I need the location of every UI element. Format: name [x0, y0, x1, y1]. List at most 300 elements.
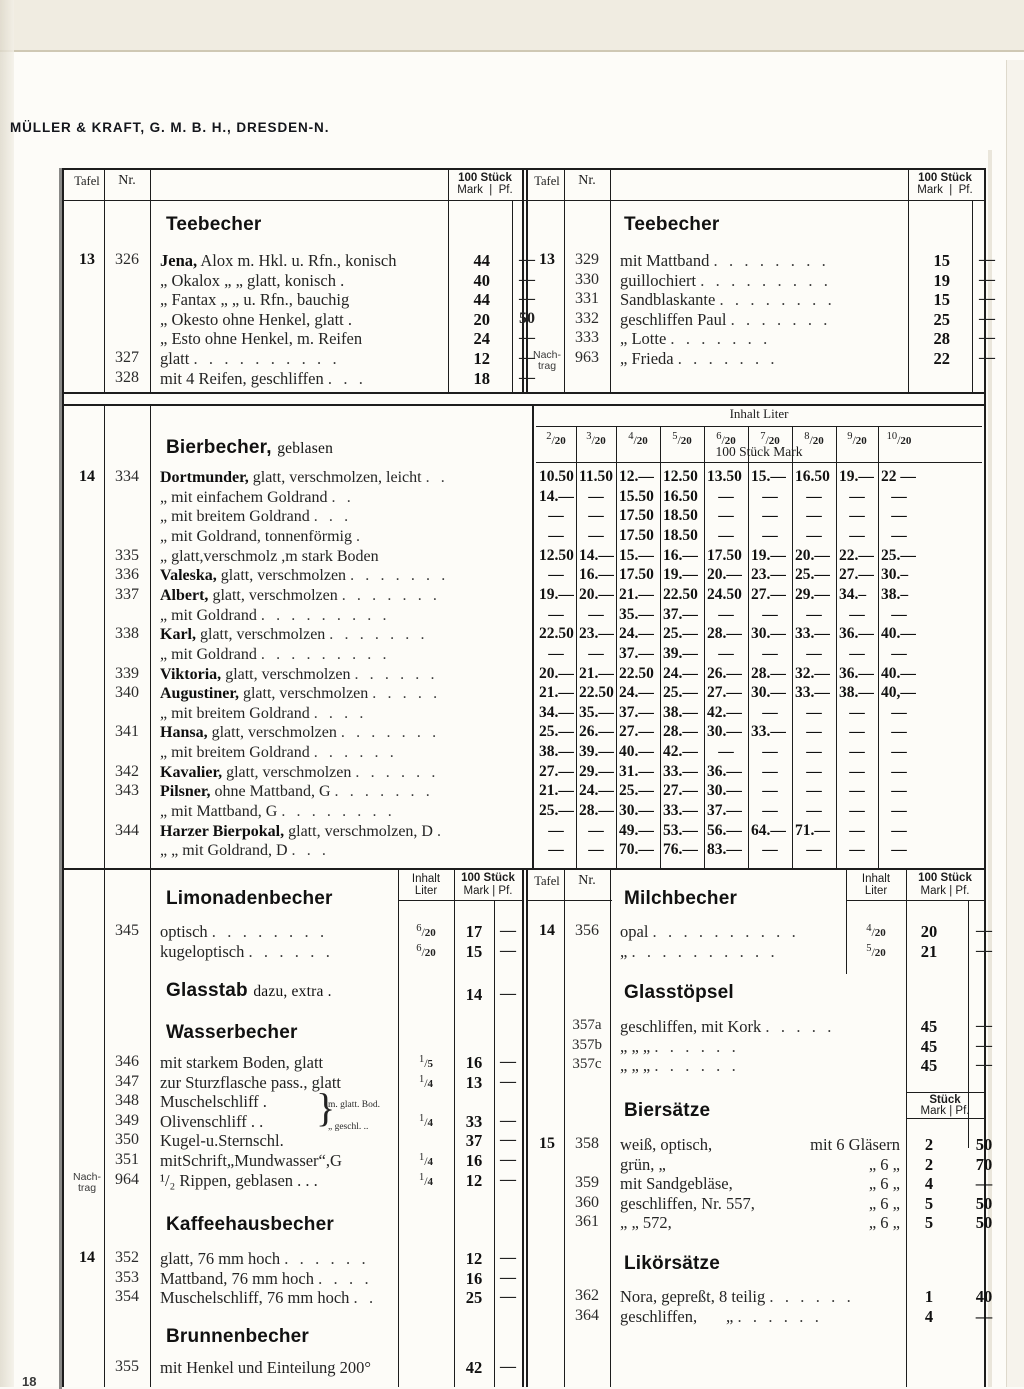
row-price-pf: — [500, 1111, 516, 1129]
row-description: mit Sandgebläse, [620, 1174, 733, 1194]
tafel-value-right: 13 [539, 251, 555, 268]
grid-cell-value: — [806, 743, 822, 761]
row-price-pf: — [519, 251, 535, 268]
row-price-mark: 25 [933, 309, 950, 329]
grid-cell-value: 70.— [619, 841, 654, 859]
grid-cell-value: 18.50 [663, 526, 698, 544]
col-header-mark-pf-left-b3: Mark | Pf. [463, 885, 513, 897]
row-number: 362 [575, 1287, 599, 1304]
row-number: 327 [115, 349, 139, 366]
grid-cell-value: 27.— [619, 723, 654, 741]
grid-cell-value: — [548, 841, 564, 859]
grid-cell-value: 21.— [619, 585, 654, 603]
grid-cell-value: — [762, 507, 778, 525]
grid-column-header: 7/20 [760, 431, 780, 447]
grid-cell-value: — [891, 526, 907, 544]
row-price-pf: 50 [519, 309, 535, 327]
grid-cell-value: 35.— [619, 605, 654, 623]
row-price-mark: 4 [924, 1174, 934, 1194]
grid-cell-value: — [849, 644, 865, 662]
row-description: ¹/₂ Rippen, geblasen . . . [160, 1170, 318, 1190]
grid-cell-value: — [849, 487, 865, 505]
section-title-glasstab: Glasstab dazu, extra . [166, 980, 332, 1001]
grid-cell-value: — [762, 841, 778, 859]
page-number: 18 [22, 1374, 37, 1389]
grid-cell-value: 16.50 [795, 468, 830, 485]
row-description: guillochiert . . . . . . . . . [620, 270, 832, 290]
grid-cell-value: 40,— [881, 684, 916, 702]
row-price-pf: 40 [975, 1287, 993, 1306]
row-price-mark: 16 [465, 1053, 483, 1072]
row-number: 340 [115, 684, 139, 702]
grid-cell-value: — [718, 526, 734, 544]
grid-cell-value: 25.— [795, 566, 830, 584]
row-number: 354 [115, 1288, 139, 1306]
col-header-nr-b3: Nr. [578, 873, 596, 888]
grid-cell-value: 39.— [579, 743, 614, 761]
row-number: 352 [115, 1249, 139, 1266]
grid-cell-value: 10.50 [539, 468, 574, 485]
row-number: 347 [115, 1072, 139, 1090]
row-description: Albert, glatt, verschmolzen . . . . . . . [160, 586, 441, 604]
row-description: „ mit Goldrand, tonnenförmig . [160, 527, 364, 545]
row-number: 360 [575, 1193, 599, 1211]
grid-column-header: 5/20 [672, 431, 692, 447]
row-description: „ Okesto ohne Henkel, glatt . [160, 309, 352, 329]
grid-cell-value: — [891, 743, 907, 761]
grid-cell-value: — [806, 762, 822, 780]
row-number: 332 [575, 309, 599, 327]
row-number: 348 [115, 1092, 139, 1110]
row-price-mark: 16 [465, 1151, 483, 1170]
row-price-pf: — [979, 290, 995, 308]
row-inhalt: 4/20 [866, 923, 886, 939]
col-header-100-stueck: 100 Stück [458, 172, 512, 184]
grid-cell-value: 19.— [663, 566, 698, 584]
grid-cell-value: 30.— [619, 802, 654, 820]
row-inhalt: 5/20 [866, 942, 886, 959]
col-header-inhalt: Inhalt [411, 873, 441, 885]
row-description: „ Frieda . . . . . . . [620, 349, 779, 368]
grid-cell-value: 25.— [663, 625, 698, 643]
row-description: „ Fantax „ „ u. Rfn., bauchig [160, 290, 350, 310]
grid-cell-value: 31.— [619, 762, 654, 780]
grid-cell-value: — [762, 703, 778, 721]
grid-cell-value: 33.— [663, 762, 698, 780]
grid-cell-value: — [891, 723, 907, 741]
row-description: mit starkem Boden, glatt [160, 1053, 324, 1072]
grid-cell-value: 28.— [663, 723, 698, 741]
grid-column-header: 9/20 [847, 431, 867, 447]
grid-cell-value: — [849, 743, 865, 761]
row-description: geschliffen, „ . . . . . . [620, 1306, 823, 1326]
row-description-qty: „ 6 „ [868, 1174, 900, 1194]
row-description: „ „ „ . . . . . . [620, 1056, 740, 1076]
row-inhalt: 1/5 [418, 1054, 434, 1070]
grid-cell-value: — [762, 487, 778, 505]
row-price-pf: 50 [975, 1193, 993, 1213]
row-description-qty: mit 6 Gläsern [810, 1135, 900, 1154]
grid-cell-value: 24.50 [707, 585, 742, 603]
grid-cell-value: — [891, 782, 907, 800]
row-price-pf: — [976, 941, 992, 959]
grid-cell-value: — [588, 821, 604, 839]
grid-cell-value: 21.— [579, 664, 614, 682]
grid-cell-value: 25.— [539, 802, 574, 820]
row-description: Muschelschliff, 76 mm hoch . . [160, 1288, 377, 1308]
grid-cell-value: 28.— [707, 625, 742, 643]
grid-cell-value: 20.— [795, 546, 830, 564]
glasstab-price-mark: 14 [465, 985, 483, 1004]
row-description: Muschelschliff . [160, 1092, 267, 1112]
row-description: „ mit breitem Goldrand . . . [160, 508, 352, 526]
row-price-mark: 5 [924, 1193, 934, 1213]
grid-cell-value: 35.— [579, 703, 614, 721]
grid-cell-value: 38.– [881, 585, 909, 603]
col-header-tafel-b3: Tafel [534, 874, 560, 888]
grid-cell-value: 28.— [579, 802, 614, 820]
grid-cell-value: — [588, 526, 604, 544]
row-number: 350 [115, 1131, 139, 1149]
grid-cell-value: — [762, 743, 778, 761]
grid-cell-value: — [806, 841, 822, 859]
grid-cell-value: — [891, 802, 907, 820]
row-price-mark: 25 [465, 1288, 483, 1308]
row-price-pf: — [500, 1053, 516, 1070]
grid-cell-value: — [588, 507, 604, 525]
grid-cell-value: 34.— [539, 703, 574, 721]
grid-cell-value: 15.50 [619, 487, 654, 505]
row-description: glatt . . . . . . . . . . [160, 349, 341, 368]
grid-cell-value: — [891, 821, 907, 839]
section-title-teebecher-left: Teebecher [166, 214, 262, 235]
grid-cell-value: 33.— [795, 684, 830, 702]
row-price-mark: 15 [933, 290, 950, 310]
row-number: 357c [572, 1056, 602, 1073]
row-price-pf: — [500, 1268, 516, 1286]
section-title-milchbecher: Milchbecher [624, 888, 738, 909]
grid-cell-value: 21.— [539, 782, 574, 800]
grid-cell-value: 17.50 [619, 526, 654, 544]
grid-cell-value: 27.— [539, 762, 574, 780]
grid-cell-value: — [891, 644, 907, 662]
glasstab-price-pf: — [500, 985, 516, 1002]
grid-cell-value: — [891, 507, 907, 525]
grid-cell-value: — [849, 802, 865, 820]
row-number: 334 [115, 468, 139, 485]
section-title-wasserbecher: Wasserbecher [166, 1022, 298, 1043]
row-price-mark: 44 [473, 290, 490, 310]
row-description: geschliffen Paul . . . . . . . [620, 309, 832, 329]
row-number: 364 [575, 1306, 599, 1324]
grid-cell-value: 21.— [539, 684, 574, 702]
row-price-pf: — [500, 1072, 516, 1090]
grid-cell-value: 27.— [839, 566, 874, 584]
row-price-mark: 40 [473, 270, 490, 290]
row-description: „ mit Goldrand . . . . . . . . . [160, 645, 391, 663]
grid-cell-value: 22.— [839, 546, 874, 564]
row-number: 346 [115, 1053, 139, 1070]
grid-cell-value: 37.— [663, 605, 698, 623]
row-description: Karl, glatt, verschmolzen . . . . . . . [160, 626, 429, 644]
row-price-mark: 12 [465, 1170, 483, 1190]
grid-cell-value: 53.— [663, 821, 698, 839]
grid-cell-value: 25.— [881, 546, 916, 564]
grid-cell-value: 40.— [881, 625, 916, 643]
grid-cell-value: — [762, 644, 778, 662]
row-price-pf: — [976, 922, 992, 939]
row-price-pf: — [500, 1358, 516, 1375]
grid-cell-value: — [849, 703, 865, 721]
row-price-mark: 15 [933, 251, 950, 270]
grid-cell-value: — [891, 703, 907, 721]
row-description: Mattband, 76 mm hoch . . . . [160, 1268, 373, 1288]
grid-cell-value: 29.— [579, 762, 614, 780]
grid-header-100-stueck-mark: 100 Stück Mark [715, 444, 803, 459]
row-price-mark: 12 [473, 349, 490, 368]
grid-cell-value: — [548, 821, 564, 839]
grid-cell-value: 37.— [707, 802, 742, 820]
grid-cell-value: — [849, 723, 865, 741]
grid-cell-value: 27.— [707, 684, 742, 702]
row-description: Hansa, glatt, verschmolzen . . . . . . . [160, 724, 440, 742]
grid-cell-value: 22.50 [663, 585, 698, 603]
row-price-pf: — [979, 270, 995, 288]
grid-cell-value: 25.— [619, 782, 654, 800]
grid-cell-value: — [548, 644, 564, 662]
row-price-mark: 45 [920, 1056, 938, 1076]
nachtrag-label: Nach- trag [72, 1170, 101, 1194]
grid-cell-value: 29.— [795, 585, 830, 603]
grid-cell-value: 36.— [707, 762, 742, 780]
grid-cell-value: — [588, 605, 604, 623]
row-description: Nora, gepreßt, 8 teilig . . . . . . [620, 1287, 855, 1306]
grid-column-header: 8/20 [804, 431, 824, 447]
grid-cell-value: — [806, 644, 822, 662]
row-price-pf: — [519, 349, 535, 366]
grid-column-header: 3/20 [586, 431, 606, 447]
grid-cell-value: 28.— [751, 664, 786, 682]
row-number: 341 [115, 723, 139, 741]
grid-cell-value: — [806, 703, 822, 721]
scan-top-band [0, 0, 1024, 52]
row-price-pf: — [519, 329, 535, 347]
row-price-mark: 2 [924, 1135, 934, 1154]
row-price-pf: — [975, 1306, 993, 1326]
row-inhalt: 6/20 [416, 923, 436, 939]
row-price-pf: — [500, 1151, 516, 1168]
row-number: 336 [115, 566, 139, 584]
grid-cell-value: — [762, 802, 778, 820]
grid-cell-value: — [762, 782, 778, 800]
row-price-mark: 44 [473, 251, 490, 270]
row-price-mark: 19 [933, 270, 950, 290]
row-number: 335 [115, 546, 139, 564]
row-description-qty: „ 6 „ [868, 1213, 900, 1233]
grid-cell-value: 33.— [663, 802, 698, 820]
grid-cell-value: — [548, 526, 564, 544]
row-description: weiß, optisch, [620, 1135, 713, 1154]
col-header-tafel: Tafel [74, 174, 100, 188]
row-price-mark: 5 [924, 1213, 934, 1233]
row-number: 963 [575, 349, 599, 366]
grid-cell-value: — [718, 743, 734, 761]
row-price-pf: — [519, 290, 535, 308]
row-description: „ glatt,verschmolz ,m stark Boden [160, 547, 379, 565]
grid-cell-value: 14.— [539, 487, 574, 505]
row-price-pf: — [519, 368, 535, 386]
grid-cell-value: — [762, 526, 778, 544]
row-number: 326 [115, 251, 139, 268]
grid-cell-value: — [548, 605, 564, 623]
grid-cell-value: 83.— [707, 841, 742, 859]
row-number: 342 [115, 762, 139, 780]
grid-cell-value: — [806, 802, 822, 820]
grid-cell-value: 16.— [579, 566, 614, 584]
grid-cell-value: — [718, 605, 734, 623]
col-header-mark-pf-biersaetze: Mark | Pf. [920, 1105, 970, 1117]
row-description: „ mit breitem Goldrand . . . . [160, 704, 367, 722]
grid-cell-value: 27.— [751, 585, 786, 603]
row-description: mit Henkel und Einteilung 200° [160, 1358, 371, 1377]
grid-cell-value: 38.— [839, 684, 874, 702]
grid-cell-value: 19.— [751, 546, 786, 564]
grid-cell-value: — [718, 487, 734, 505]
row-description: geschliffen, mit Kork . . . . . [620, 1017, 835, 1036]
row-number: 339 [115, 664, 139, 682]
row-price-mark: 20 [473, 309, 490, 329]
wasserbecher-brace-annot-1: m. glatt. Bod. [328, 1100, 380, 1110]
row-price-pf: 50 [975, 1135, 993, 1154]
grid-cell-value: 19.— [539, 585, 574, 603]
row-price-mark: 28 [933, 329, 950, 349]
grid-cell-value: 17.50 [619, 566, 654, 584]
row-price-mark: 1 [924, 1287, 934, 1306]
row-price-mark: 18 [473, 368, 490, 388]
row-description: Valeska, glatt, verschmolzen . . . . . . . [160, 567, 449, 585]
grid-cell-value: 36.— [839, 625, 874, 643]
row-description: mit Mattband . . . . . . . . [620, 251, 830, 270]
running-head: MÜLLER & KRAFT, G. M. B. H., DRESDEN-N. [10, 120, 330, 135]
grid-cell-value: — [588, 644, 604, 662]
row-description: Dortmunder, glatt, verschmolzen, leicht . . [160, 469, 449, 486]
row-description: mit 4 Reifen, geschliffen . . . [160, 368, 367, 388]
grid-cell-value: 18.50 [663, 507, 698, 525]
row-description: „ Esto ohne Henkel, m. Reifen [160, 329, 363, 349]
row-number: 351 [115, 1151, 139, 1168]
row-price-mark: 45 [920, 1017, 938, 1036]
row-description: mitSchrift„Mundwasser“,G [160, 1151, 342, 1170]
grid-cell-value: 71.— [795, 821, 830, 839]
row-number: 964 [115, 1170, 139, 1188]
row-number: 356 [575, 922, 599, 939]
grid-cell-value: 14.— [579, 546, 614, 564]
grid-column-header: 4/20 [628, 431, 648, 447]
row-price-mark: 12 [465, 1249, 483, 1268]
grid-cell-value: 25.— [663, 684, 698, 702]
row-inhalt: 6/20 [416, 942, 436, 959]
section-title-teebecher-right: Teebecher [624, 214, 720, 235]
grid-cell-value: 16.— [663, 546, 698, 564]
grid-cell-value: — [806, 507, 822, 525]
grid-cell-value: 37.— [619, 703, 654, 721]
grid-cell-value: 26.— [579, 723, 614, 741]
grid-cell-value: 33.— [751, 723, 786, 741]
grid-cell-value: — [849, 762, 865, 780]
col-header-nr-right: Nr. [578, 173, 596, 188]
grid-cell-value: 17.50 [619, 507, 654, 525]
row-price-pf: — [979, 329, 995, 347]
grid-cell-value: 24.— [619, 684, 654, 702]
row-description: Harzer Bierpokal, glatt, verschmolzen, D . [160, 822, 445, 840]
grid-cell-value: — [891, 841, 907, 859]
row-description: Jena, Alox m. Hkl. u. Rfn., konisch [160, 251, 397, 270]
grid-cell-value: 27.— [663, 782, 698, 800]
tafel-value-bierbecher: 14 [79, 468, 95, 485]
grid-cell-value: 25.— [539, 723, 574, 741]
grid-cell-value: 30.— [751, 684, 786, 702]
col-header-100-stueck-right-b3: 100 Stück [918, 872, 972, 884]
row-description: zur Sturzflasche pass., glatt [160, 1072, 341, 1092]
grid-cell-value: 24.— [663, 664, 698, 682]
row-description: Augustiner, glatt, verschmolzen . . . . . [160, 685, 441, 703]
row-number: 357b [572, 1036, 602, 1053]
row-price-pf: — [979, 251, 995, 268]
col-header-liter-right: Liter [864, 885, 888, 897]
col-header-nr: Nr. [118, 173, 136, 188]
grid-cell-value: — [806, 526, 822, 544]
row-price-pf: — [500, 1288, 516, 1306]
grid-cell-value: — [849, 526, 865, 544]
grid-cell-value: 36.— [839, 664, 874, 682]
row-price-pf: 70 [975, 1154, 993, 1174]
row-number: 359 [575, 1174, 599, 1192]
facing-page-edge [1006, 60, 1024, 1387]
col-header-mark-pf-right-b3: Mark | Pf. [920, 885, 970, 897]
section-title-bierbecher: Bierbecher, geblasen [166, 437, 334, 458]
row-description: „ . . . . . . . . . . [620, 941, 779, 961]
grid-cell-value: — [718, 644, 734, 662]
grid-cell-value: 56.— [707, 821, 742, 839]
grid-cell-value: 33.— [795, 625, 830, 643]
grid-cell-value: — [849, 507, 865, 525]
grid-column-header: 6/20 [716, 431, 736, 447]
row-number: 333 [575, 329, 599, 347]
grid-cell-value: 20.— [707, 566, 742, 584]
row-inhalt: 1/4 [418, 1152, 434, 1168]
row-price-pf: — [500, 922, 516, 939]
grid-cell-value: 37.— [619, 644, 654, 662]
row-number: 337 [115, 585, 139, 603]
col-header-mark-pf: Mark | Pf. [457, 184, 513, 196]
grid-cell-value: 26.— [707, 664, 742, 682]
tafel-value-milchbecher: 14 [539, 922, 555, 939]
row-number: 349 [115, 1111, 139, 1129]
grid-cell-value: 30.— [707, 723, 742, 741]
grid-cell-value: 22.50 [619, 664, 654, 682]
row-price-pf: — [979, 349, 995, 366]
grid-cell-value: — [806, 605, 822, 623]
row-description: „ „ 572, [620, 1213, 672, 1233]
grid-column-header: 2/20 [546, 431, 566, 447]
grid-cell-value: — [891, 487, 907, 505]
tafel-value-kaffeehausbecher: 14 [79, 1249, 95, 1266]
grid-cell-value: 38.— [539, 743, 574, 761]
col-header-tafel-right: Tafel [534, 174, 560, 188]
grid-cell-value: — [849, 841, 865, 859]
row-description: optisch . . . . . . . . [160, 922, 328, 941]
grid-cell-value: 30.– [881, 566, 909, 584]
